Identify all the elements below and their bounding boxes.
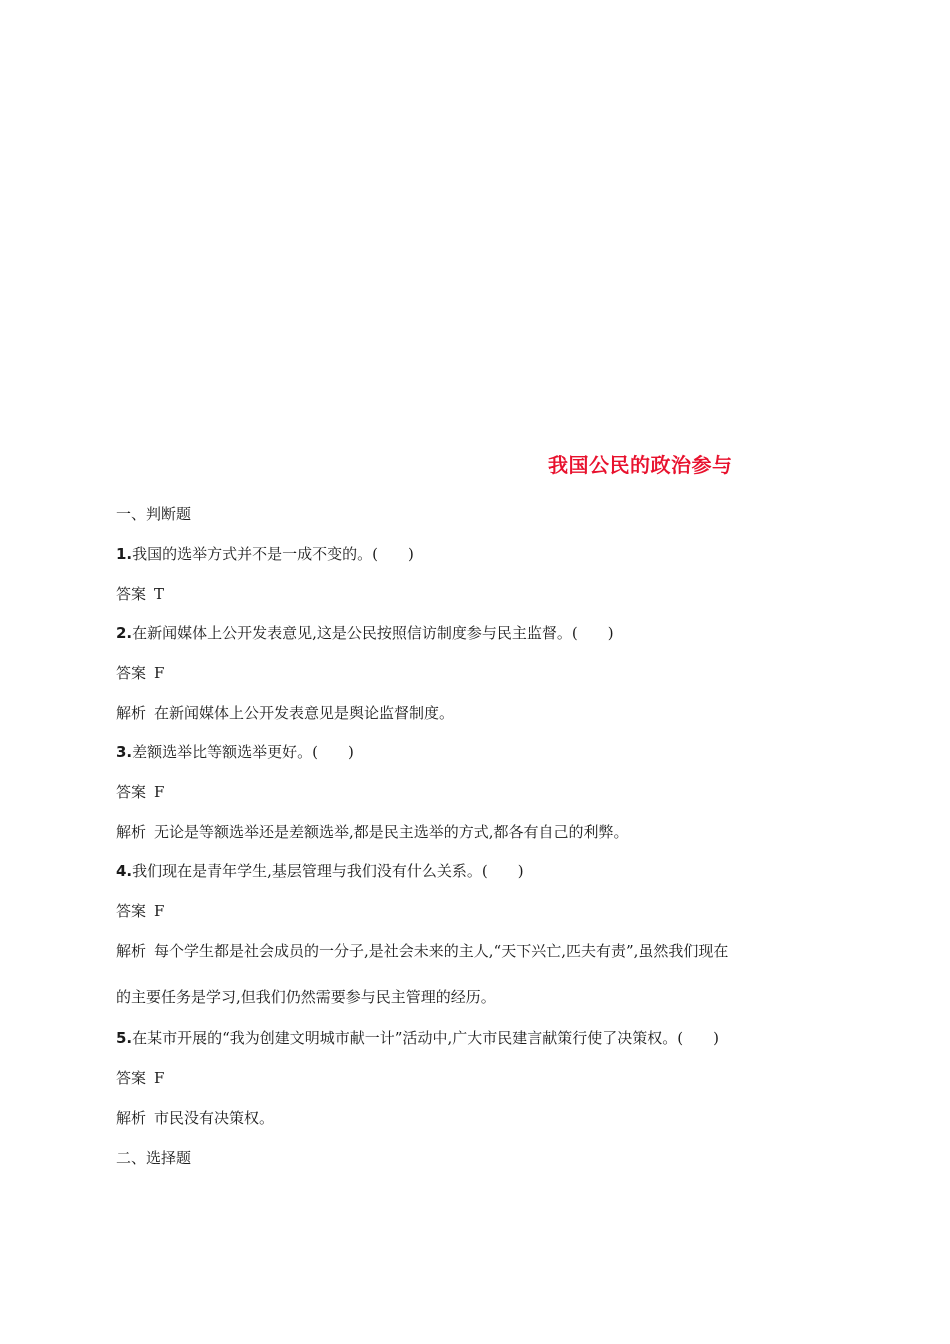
analysis-label: 解析 bbox=[116, 1109, 147, 1127]
analysis-text: 每个学生都是社会成员的一分子,是社会未来的主人,“天下兴亡,匹夫有责”,虽然我们现在 bbox=[154, 942, 729, 960]
question-3 bbox=[116, 742, 354, 762]
analysis-label: 解析 bbox=[116, 942, 147, 960]
question-5 bbox=[116, 1028, 719, 1048]
answer-label: 答案 bbox=[116, 902, 147, 920]
question-text: 在新闻媒体上公开发表意见,这是公民按照信访制度参与民主监督。( ) bbox=[132, 624, 614, 642]
section-heading-judgment: 一、判断题 bbox=[116, 505, 192, 523]
page-title: 我国公民的政治参与 bbox=[548, 453, 733, 477]
answer-value: F bbox=[154, 664, 165, 682]
analysis-label: 解析 bbox=[116, 704, 147, 722]
answer-2 bbox=[116, 663, 164, 683]
answer-value: T bbox=[154, 585, 165, 603]
answer-value: F bbox=[154, 783, 165, 801]
analysis-4-continued: 的主要任务是学习,但我们仍然需要参与民主管理的经历。 bbox=[116, 988, 496, 1006]
analysis-4 bbox=[116, 941, 728, 961]
question-number: 3. bbox=[116, 743, 133, 761]
analysis-text: 无论是等额选举还是差额选举,都是民主选举的方式,都各有自己的利弊。 bbox=[154, 823, 629, 841]
question-number: 4. bbox=[116, 862, 133, 880]
answer-label: 答案 bbox=[116, 585, 147, 603]
answer-label: 答案 bbox=[116, 783, 147, 801]
question-text: 我们现在是青年学生,基层管理与我们没有什么关系。( ) bbox=[132, 862, 524, 880]
analysis-text: 在新闻媒体上公开发表意见是舆论监督制度。 bbox=[154, 704, 455, 722]
analysis-5 bbox=[116, 1108, 274, 1128]
answer-1 bbox=[116, 584, 164, 604]
analysis-label: 解析 bbox=[116, 823, 147, 841]
answer-value: F bbox=[154, 1069, 165, 1087]
analysis-3 bbox=[116, 822, 629, 842]
question-1 bbox=[116, 544, 414, 564]
analysis-2 bbox=[116, 703, 454, 723]
answer-label: 答案 bbox=[116, 664, 147, 682]
question-number: 1. bbox=[116, 545, 133, 563]
question-text: 在某市开展的“我为创建文明城市献一计”活动中,广大市民建言献策行使了决策权。( ) bbox=[132, 1029, 719, 1047]
answer-4 bbox=[116, 901, 164, 921]
question-4 bbox=[116, 861, 524, 881]
answer-value: F bbox=[154, 902, 165, 920]
question-number: 5. bbox=[116, 1029, 133, 1047]
question-text: 我国的选举方式并不是一成不变的。( ) bbox=[132, 545, 414, 563]
answer-3 bbox=[116, 782, 164, 802]
answer-label: 答案 bbox=[116, 1069, 147, 1087]
section-heading-choice: 二、选择题 bbox=[116, 1149, 192, 1167]
question-number: 2. bbox=[116, 624, 133, 642]
answer-5 bbox=[116, 1068, 164, 1088]
analysis-text: 市民没有决策权。 bbox=[154, 1109, 275, 1127]
question-2 bbox=[116, 623, 614, 643]
question-text: 差额选举比等额选举更好。( ) bbox=[132, 743, 354, 761]
